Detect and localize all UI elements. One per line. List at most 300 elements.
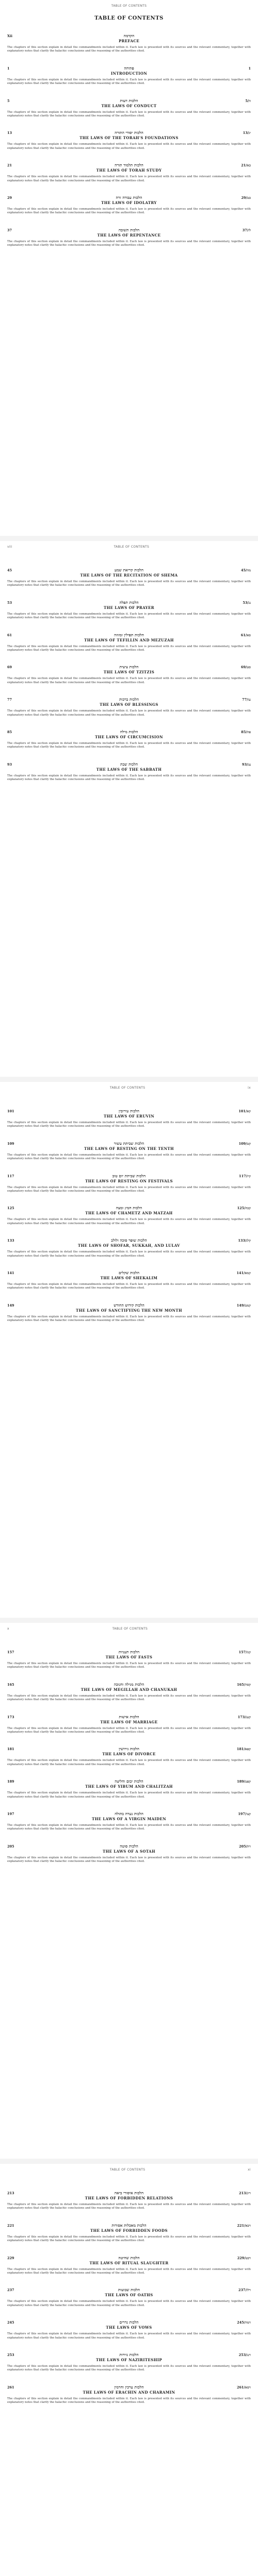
running-head	[7, 4, 251, 8]
toc-entry-english-title: THE LAWS OF THE RECITATION OF SHEMA	[80, 573, 178, 578]
toc-entry-row	[7, 1206, 251, 1215]
running-head-center: TABLE OF CONTENTS	[109, 2168, 146, 2172]
toc-entry-hebrew-title: הלכות נזירות	[119, 2352, 139, 2358]
toc-entry-page: 125	[7, 1206, 14, 1211]
toc-entry-description: The chapters of this section explain in detail the commandments included within it. Each law is presented with its sources and the relevant commentary, together with explanatory notes that clarify the halachic conclusions and the reasoning of the authorities cited.	[7, 2300, 251, 2307]
toc-entry-english-title: THE LAWS OF SHEKALIM	[100, 1276, 158, 1281]
toc-entry-page: Xii	[7, 34, 12, 38]
toc-entry-hebrew-page: לז/37	[242, 228, 251, 232]
toc-entry-hebrew-page: יג/13	[243, 131, 251, 135]
toc-entry-page: 77	[7, 698, 12, 702]
toc-entry-page: 1	[7, 66, 10, 71]
toc-entry-description: The chapters of this section explain in detail the commandments included within it. Each law is presented with its sources and the relevant commentary, together with explanatory notes that clarify the halachic conclusions and the reasoning of the authorities cited.	[7, 774, 251, 782]
toc-entry-hebrew-page	[232, 33, 251, 34]
toc-entry-hebrew-title: הלכות תפלה	[119, 600, 139, 605]
toc-entry-page: 93	[7, 762, 12, 767]
toc-entry-titles	[26, 1682, 232, 1692]
toc-entry-description: The chapters of this section explain in detail the commandments included within it. Each law is presented with its sources and the relevant commentary, together with explanatory notes that clarify the halachic conclusions and the reasoning of the authorities cited.	[7, 2267, 251, 2275]
toc-entry-hebrew-title: הלכות איסורי ביאה	[114, 2191, 144, 2195]
toc-entry-row	[7, 1303, 251, 1313]
toc-entry-titles	[26, 633, 232, 642]
toc-entry-hebrew-page: כט/29	[241, 196, 251, 200]
toc-entry-page: 245	[7, 2320, 14, 2325]
toc-entry-hebrew-page: קכה/125	[237, 1206, 251, 1211]
toc-entry[interactable]	[7, 33, 251, 54]
toc-entry-hebrew-title: הלכות דעות	[120, 98, 138, 103]
toc-entry-row	[7, 1650, 251, 1659]
toc-entry-description: The chapters of this section explain in detail the commandments included within it. Each law is presented with its sources and the relevant commentary, together with explanatory notes that clarify the halachic conclusions and the reasoning of the authorities cited.	[7, 78, 251, 86]
toc-entry[interactable]	[7, 1715, 251, 1735]
toc-entry-titles	[26, 762, 232, 772]
toc-entry-titles	[26, 33, 232, 43]
toc-entry-titles	[26, 98, 232, 108]
toc-entry-row	[7, 1238, 251, 1248]
toc-page	[0, 1082, 258, 1618]
toc-entry-english-title: THE LAWS OF ERACHIN AND CHARAMIN	[83, 2389, 175, 2395]
toc-entry-titles	[26, 730, 232, 739]
toc-entry-row	[7, 1270, 251, 1280]
toc-entry[interactable]	[7, 697, 251, 717]
toc-entry-hebrew-title: הלכות נדרים	[119, 2320, 139, 2325]
toc-entry-titles	[26, 1650, 232, 1659]
toc-entry-hebrew-page: קעג/173	[237, 1715, 251, 1719]
toc-entry-description: The chapters of this section explain in detail the commandments included within it. Each law is presented with its sources and the relevant commentary, together with explanatory notes that clarify the halachic conclusions and the reasoning of the authorities cited.	[7, 612, 251, 620]
toc-entry-hebrew-title: הלכות גירושין	[119, 1747, 139, 1752]
toc-entry-page: 85	[7, 730, 12, 735]
toc-entry-english-title: THE LAWS OF RESTING ON FESTIVALS	[85, 1178, 173, 1183]
toc-entry-description: The chapters of this section explain in detail the commandments included within it. Each law is presented with its sources and the relevant commentary, together with explanatory notes that clarify the halachic conclusions and the reasoning of the authorities cited.	[7, 2365, 251, 2372]
toc-entry-titles	[26, 1811, 232, 1821]
toc-entry-page: 157	[7, 1650, 14, 1654]
toc-entry-page: 21	[7, 163, 12, 168]
toc-entry-page: 189	[7, 1780, 14, 1784]
toc-entry-row	[7, 665, 251, 674]
toc-entry-english-title: THE LAWS OF RITUAL SLAUGHTER	[89, 2260, 169, 2265]
toc-entry-description: The chapters of this section explain in detail the commandments included within it. Each law is presented with its sources and the relevant commentary, together with explanatory notes that clarify the halachic conclusions and the reasoning of the authorities cited.	[7, 1856, 251, 1863]
toc-entry-english-title: THE LAWS OF SANCTIFYING THE NEW MONTH	[76, 1308, 182, 1313]
toc-entry-hebrew-title: הלכות שבת	[120, 761, 138, 767]
toc-entry-hebrew-title: הלכות מילה	[120, 730, 138, 735]
toc-entry-description: The chapters of this section explain in detail the commandments included within it. Each law is presented with its sources and the relevant commentary, together with explanatory notes that clarify the halachic conclusions and the reasoning of the authorities cited.	[7, 1185, 251, 1193]
toc-entry-description: The chapters of this section explain in detail the commandments included within it. Each law is presented with its sources and the relevant commentary, together with explanatory notes that clarify the halachic conclusions and the reasoning of the authorities cited.	[7, 1250, 251, 1258]
toc-entry-hebrew-title: הלכות עבודה זרה	[116, 195, 142, 200]
toc-entry-description: The chapters of this section explain in detail the commandments included within it. Each law is presented with its sources and the relevant commentary, together with explanatory notes that clarify the halachic conclusions and the reasoning of the authorities cited.	[7, 580, 251, 587]
toc-entry-hebrew-page: רכא/221	[237, 2223, 251, 2228]
toc-entry-hebrew-page: קפט/189	[237, 1780, 251, 1784]
toc-entry-hebrew-title: הלכות קריאת שמע	[114, 568, 144, 572]
toc-entry-hebrew-title: הקדמה	[123, 33, 135, 38]
toc-entry-row	[7, 33, 251, 43]
toc-entry-english-title: THE LAWS OF TORAH STUDY	[96, 168, 162, 173]
toc-entry-english-title: THE LAWS OF BLESSINGS	[100, 702, 158, 707]
toc-entry-description: The chapters of this section explain in detail the commandments included within it. Each law is presented with its sources and the relevant commentary, together with explanatory notes that clarify the halachic conclusions and the reasoning of the authorities cited.	[7, 1694, 251, 1702]
toc-entry-page: 181	[7, 1747, 14, 1752]
toc-entry-hebrew-page: רמה/245	[237, 2320, 251, 2325]
toc-entry[interactable]	[7, 2223, 251, 2243]
toc-entry[interactable]	[7, 762, 251, 782]
toc-entry-page: 53	[7, 600, 12, 605]
toc-entry-row	[7, 1174, 251, 1183]
toc-entry-titles	[26, 1844, 232, 1854]
toc-entry-english-title: THE LAWS OF RESTING ON THE TENTH	[84, 1146, 174, 1151]
toc-entry-row	[7, 66, 251, 76]
toc-entry-hebrew-title: הלכות עירובין	[119, 1109, 139, 1113]
toc-entry-hebrew-title: הלכות שביתת עשור	[114, 1141, 144, 1146]
toc-entry[interactable]	[7, 568, 251, 588]
toc-entry[interactable]	[7, 2385, 251, 2405]
running-head-center: TABLE OF CONTENTS	[112, 1627, 148, 1631]
toc-entry-hebrew-page: ה/5	[245, 98, 251, 103]
toc-entry[interactable]	[7, 2287, 251, 2308]
toc-entry-hebrew-title: הלכות ערכין וחרמין	[114, 2384, 144, 2389]
toc-entry[interactable]	[7, 2191, 251, 2211]
toc-entry-english-title: THE LAWS OF CIRCUMCISION	[95, 735, 163, 740]
toc-entry-description: The chapters of this section explain in detail the commandments included within it. Each law is presented with its sources and the relevant commentary, together with explanatory notes that clarify the halachic conclusions and the reasoning of the authorities cited.	[7, 709, 251, 717]
running-head	[7, 1627, 251, 1631]
toc-entry-page: 221	[7, 2223, 14, 2228]
toc-entry-page: 213	[7, 2191, 14, 2195]
toc-entry-titles	[26, 1779, 232, 1789]
toc-entry-page: 29	[7, 196, 12, 200]
toc-entry-hebrew-page: קיז/117	[239, 1174, 251, 1178]
toc-entry-description: The chapters of this section explain in detail the commandments included within it. Each law is presented with its sources and the relevant commentary, together with explanatory notes that clarify the halachic conclusions and the reasoning of the authorities cited.	[7, 742, 251, 749]
toc-entry-english-title: THE LAWS OF OATHS	[105, 2293, 153, 2298]
toc-entry-english-title: THE LAWS OF CHAMETZ AND MATZAH	[85, 1211, 173, 1216]
toc-entry-row	[7, 2287, 251, 2297]
running-head-center: TABLE OF CONTENTS	[114, 545, 150, 549]
toc-entry-row	[7, 1779, 251, 1789]
toc-entry-description: The chapters of this section explain in detail the commandments included within it. Each law is presented with its sources and the relevant commentary, together with explanatory notes that clarify the halachic conclusions and the reasoning of the authorities cited.	[7, 110, 251, 118]
toc-entry-description: The chapters of this section explain in detail the commandments included within it. Each law is presented with its sources and the relevant commentary, together with explanatory notes that clarify the halachic conclusions and the reasoning of the authorities cited.	[7, 1824, 251, 1831]
toc-entry-titles	[26, 228, 232, 238]
toc-entry-hebrew-page: נג/53	[243, 600, 251, 605]
toc-entry-hebrew-page: צג/93	[242, 762, 251, 767]
toc-entry-page: 69	[7, 665, 12, 670]
toc-entry[interactable]	[7, 98, 251, 118]
toc-entry-description: The chapters of this section explain in detail the commandments included within it. Each law is presented with its sources and the relevant commentary, together with explanatory notes that clarify the halachic conclusions and the reasoning of the authorities cited.	[7, 46, 251, 53]
toc-entry-description: The chapters of this section explain in detail the commandments included within it. Each law is presented with its sources and the relevant commentary, together with explanatory notes that clarify the halachic conclusions and the reasoning of the authorities cited.	[7, 1218, 251, 1225]
toc-entry-english-title: THE LAWS OF THE TORAH'S FOUNDATIONS	[79, 135, 179, 141]
toc-entry-titles	[26, 1238, 232, 1248]
toc-entry-page: 101	[7, 1109, 14, 1113]
toc-entry[interactable]	[7, 130, 251, 150]
toc-entry-titles	[26, 130, 232, 140]
toc-entry[interactable]	[7, 1779, 251, 1799]
toc-entry-description: The chapters of this section explain in detail the commandments included within it. Each law is presented with its sources and the relevant commentary, together with explanatory notes that clarify the halachic conclusions and the reasoning of the authorities cited.	[7, 1315, 251, 1323]
toc-entry[interactable]	[7, 1682, 251, 1702]
toc-entry-titles	[26, 568, 232, 578]
toc-entry-description: The chapters of this section explain in detail the commandments included within it. Each law is presented with its sources and the relevant commentary, together with explanatory notes that clarify the halachic conclusions and the reasoning of the authorities cited.	[7, 2203, 251, 2210]
toc-entry-hebrew-page: קסה/165	[237, 1682, 251, 1687]
toc-entry-hebrew-title: הלכות סוטה	[120, 1843, 138, 1849]
toc-entry[interactable]	[7, 2256, 251, 2276]
toc-entry-row	[7, 1811, 251, 1821]
toc-entry[interactable]	[7, 1303, 251, 1323]
toc-entry-row	[7, 1109, 251, 1118]
toc-entry[interactable]	[7, 1238, 251, 1258]
toc-page	[0, 541, 258, 1077]
running-head-right: ix	[248, 1086, 251, 1090]
toc-entry-hebrew-title: הלכות מאכלות אסורות	[111, 2223, 147, 2228]
toc-entry-hebrew-title: הלכות חמץ ומצה	[116, 1206, 142, 1211]
toc-entry[interactable]	[7, 228, 251, 248]
toc-entry[interactable]	[7, 730, 251, 750]
toc-entry-english-title: THE LAWS OF MEGILLAH AND CHANUKAH	[80, 1687, 178, 1692]
toc-entry-hebrew-page: רה/205	[239, 1844, 251, 1849]
toc-content	[7, 2178, 251, 2405]
toc-entry[interactable]	[7, 1206, 251, 1226]
toc-entry-hebrew-page: רנג/253	[238, 2353, 251, 2358]
toc-entry-english-title: THE LAWS OF MARRIAGE	[100, 1719, 158, 1724]
toc-entry-english-title: THE LAWS OF VOWS	[106, 2325, 152, 2330]
toc-entry-row	[7, 1715, 251, 1724]
running-head	[7, 545, 251, 549]
toc-entry[interactable]	[7, 2352, 251, 2372]
toc-entry-titles	[26, 1109, 232, 1118]
toc-entry-description: The chapters of this section explain in detail the commandments included within it. Each law is presented with its sources and the relevant commentary, together with explanatory notes that clarify the halachic conclusions and the reasoning of the authorities cited.	[7, 2397, 251, 2404]
toc-entry-hebrew-page: ריג/213	[239, 2191, 251, 2195]
toc-entry-english-title: THE LAWS OF SHOFAR, SUKKAH, AND LULAV	[78, 1243, 180, 1248]
toc-entry-page: 173	[7, 1715, 14, 1719]
toc-entry-row	[7, 2256, 251, 2265]
toc-entry-description: The chapters of this section explain in detail the commandments included within it. Each law is presented with its sources and the relevant commentary, together with explanatory notes that clarify the halachic conclusions and the reasoning of the authorities cited.	[7, 1726, 251, 1734]
toc-entry-description: The chapters of this section explain in detail the commandments included within it. Each law is presented with its sources and the relevant commentary, together with explanatory notes that clarify the halachic conclusions and the reasoning of the authorities cited.	[7, 1153, 251, 1161]
toc-entry[interactable]	[7, 1844, 251, 1864]
toc-entry-titles	[26, 2320, 232, 2330]
toc-entry-row	[7, 568, 251, 578]
toc-entry-hebrew-title: הלכות שחיטה	[118, 2255, 140, 2260]
toc-entry-description: The chapters of this section explain in detail the commandments included within it. Each law is presented with its sources and the relevant commentary, together with explanatory notes that clarify the halachic conclusions and the reasoning of the authorities cited.	[7, 2235, 251, 2243]
toc-entry-hebrew-title: הלכות ברכות	[119, 697, 139, 702]
toc-entry-page: 261	[7, 2385, 14, 2389]
toc-entry-row	[7, 2223, 251, 2233]
toc-entry-row	[7, 195, 251, 205]
toc-entry[interactable]	[7, 1109, 251, 1129]
toc-entry[interactable]	[7, 1650, 251, 1670]
toc-entry[interactable]	[7, 2320, 251, 2340]
toc-entry-row	[7, 98, 251, 108]
toc-entry-hebrew-title: הלכות יבום וחליצה	[115, 1779, 143, 1784]
toc-entry-titles	[26, 2385, 232, 2395]
toc-entry-hebrew-title: הלכות תלמוד תורה	[115, 163, 143, 168]
toc-entry-hebrew-page: רכט/229	[237, 2256, 251, 2260]
toc-entry-titles	[26, 665, 232, 674]
toc-entry[interactable]	[7, 665, 251, 685]
toc-entry-english-title: THE LAWS OF YIBUM AND CHALITZAH	[85, 1784, 173, 1789]
running-head-center: TABLE OF CONTENTS	[109, 1086, 146, 1090]
toc-entry-titles	[26, 2287, 232, 2297]
toc-entry-titles	[26, 1747, 232, 1756]
toc-content	[7, 1637, 251, 1864]
toc-entry-hebrew-title: הלכות ציצית	[119, 665, 139, 670]
toc-entry-page: 197	[7, 1812, 14, 1817]
toc-entry-hebrew-title: הלכות שבועות	[118, 2287, 140, 2293]
toc-entry-english-title: THE LAWS OF A SOTAH	[103, 1849, 155, 1854]
toc-entry-description: The chapters of this section explain in detail the commandments included within it. Each law is presented with its sources and the relevant commentary, together with explanatory notes that clarify the halachic conclusions and the reasoning of the authorities cited.	[7, 1283, 251, 1290]
toc-entry-hebrew-title: הלכות תפילין ומזוזה	[114, 632, 144, 637]
toc-entry-english-title: THE LAWS OF FASTS	[105, 1655, 153, 1659]
toc-entry-row	[7, 600, 251, 610]
running-head-right: xi	[248, 2168, 251, 2172]
toc-page	[0, 0, 258, 536]
toc-entry-titles	[26, 1174, 232, 1183]
toc-entry[interactable]	[7, 163, 251, 183]
toc-entry-english-title: INTRODUCTION	[110, 71, 148, 76]
toc-entry-description: The chapters of this section explain in detail the commandments included within it. Each law is presented with its sources and the relevant commentary, together with explanatory notes that clarify the halachic conclusions and the reasoning of the authorities cited.	[7, 208, 251, 215]
toc-entry-hebrew-page: קנז/157	[238, 1650, 251, 1654]
toc-entry-row	[7, 1747, 251, 1756]
toc-entry-hebrew-title: הלכות אישות	[119, 1714, 139, 1719]
toc-entry-titles	[26, 195, 232, 205]
toc-entry-titles	[26, 1206, 232, 1215]
toc-entry-english-title: THE LAWS OF CONDUCT	[101, 103, 157, 108]
toc-entry[interactable]	[7, 1174, 251, 1194]
toc-entry-hebrew-page: קמט/149	[236, 1303, 251, 1308]
toc-entry-hebrew-page: קצז/197	[238, 1812, 251, 1817]
toc-entry-titles	[26, 697, 232, 707]
toc-entry-row	[7, 2385, 251, 2395]
toc-entry-hebrew-title: הלכות קידוש החודש	[114, 1302, 144, 1308]
toc-entry-hebrew-page: 1	[248, 66, 251, 71]
toc-entry-titles	[26, 1141, 232, 1151]
toc-entry-row	[7, 1682, 251, 1692]
toc-content	[7, 14, 251, 248]
toc-entry-page: 109	[7, 1141, 14, 1146]
toc-entry[interactable]	[7, 1270, 251, 1291]
toc-entry-page: 149	[7, 1303, 14, 1308]
toc-entry-description: The chapters of this section explain in detail the commandments included within it. Each law is presented with its sources and the relevant commentary, together with explanatory notes that clarify the halachic conclusions and the reasoning of the authorities cited.	[7, 677, 251, 684]
toc-entry[interactable]	[7, 1141, 251, 1161]
toc-entry-hebrew-page: רלז/237	[238, 2288, 251, 2293]
toc-entry-titles	[26, 1270, 232, 1280]
toc-entry-hebrew-title: פתיחה	[124, 65, 134, 71]
toc-entry-row	[7, 762, 251, 772]
toc-entry-description: The chapters of this section explain in detail the commandments included within it. Each law is presented with its sources and the relevant commentary, together with explanatory notes that clarify the halachic conclusions and the reasoning of the authorities cited.	[7, 645, 251, 652]
toc-entry-hebrew-page: קפא/181	[236, 1747, 251, 1752]
toc-entry-hebrew-page: סא/61	[240, 633, 251, 637]
running-head-center: TABLE OF CONTENTS	[111, 4, 147, 8]
toc-entry-hebrew-title: הלכות שופר סוכה ולולב	[111, 1238, 147, 1243]
toc-entry-english-title: THE LAWS OF DIVORCE	[102, 1752, 156, 1757]
toc-entry-titles	[26, 2223, 232, 2233]
toc-entry[interactable]	[7, 600, 251, 620]
toc-entry-row	[7, 228, 251, 238]
toc-entry-english-title: THE LAWS OF TZITZIS	[103, 670, 155, 675]
toc-entry[interactable]	[7, 633, 251, 653]
toc-page	[0, 1623, 258, 2159]
toc-title: TABLE OF CONTENTS	[94, 15, 164, 21]
toc-entry-row	[7, 163, 251, 173]
toc-entry-row	[7, 697, 251, 707]
toc-entry-hebrew-page: קמא/141	[236, 1271, 251, 1276]
toc-page	[0, 2164, 258, 2576]
toc-entry-english-title: PREFACE	[118, 39, 140, 43]
toc-entry-page: 13	[7, 131, 12, 135]
toc-entry-english-title: THE LAWS OF REPENTANCE	[97, 232, 161, 238]
toc-entry-page: 237	[7, 2288, 14, 2293]
running-head-left: viii	[7, 545, 12, 549]
toc-entry-row	[7, 730, 251, 739]
toc-entry-description: The chapters of this section explain in detail the commandments included within it. Each law is presented with its sources and the relevant commentary, together with explanatory notes that clarify the halachic conclusions and the reasoning of the authorities cited.	[7, 1791, 251, 1799]
toc-entry-titles	[26, 163, 232, 173]
toc-entry-hebrew-page: עז/77	[242, 698, 251, 702]
toc-entry-titles	[26, 2256, 232, 2265]
toc-entry-english-title: THE LAWS OF NAZIRITESHIP	[95, 2358, 163, 2363]
toc-entry-hebrew-page: סט/69	[240, 665, 251, 670]
toc-entry-hebrew-page: מה/45	[240, 568, 251, 572]
toc-entry-row	[7, 633, 251, 642]
toc-entry-page: 117	[7, 1174, 14, 1178]
toc-entry-english-title: THE LAWS OF IDOLATRY	[101, 200, 157, 206]
toc-entry-hebrew-title: הלכות תעניות	[118, 1650, 140, 1654]
toc-entry-page: 205	[7, 1844, 14, 1849]
toc-entry-row	[7, 2352, 251, 2362]
running-head	[7, 2168, 251, 2172]
toc-entry-row	[7, 1141, 251, 1151]
toc-entry-hebrew-page: קא/101	[238, 1109, 251, 1113]
toc-entry[interactable]	[7, 1811, 251, 1832]
toc-entry-description: The chapters of this section explain in detail the commandments included within it. Each law is presented with its sources and the relevant commentary, together with explanatory notes that clarify the halachic conclusions and the reasoning of the authorities cited.	[7, 1662, 251, 1669]
toc-entry-page: 165	[7, 1682, 14, 1687]
toc-entry-page: 37	[7, 228, 12, 232]
toc-entry-description: The chapters of this section explain in detail the commandments included within it. Each law is presented with its sources and the relevant commentary, together with explanatory notes that clarify the halachic conclusions and the reasoning of the authorities cited.	[7, 175, 251, 182]
toc-content	[7, 555, 251, 782]
toc-entry-english-title: THE LAWS OF A VIRGIN MAIDEN	[92, 1817, 166, 1822]
toc-entry-page: 133	[7, 1239, 14, 1243]
toc-entry-titles	[26, 66, 232, 76]
toc-entry-page: 141	[7, 1271, 14, 1276]
toc-entry-hebrew-page: רסא/261	[236, 2385, 251, 2389]
toc-entry[interactable]	[7, 1747, 251, 1767]
toc-entry-hebrew-page: כא/21	[241, 163, 251, 168]
toc-entry-english-title: THE LAWS OF TEFILLIN AND MEZUZAH	[84, 637, 174, 642]
toc-entry-hebrew-title: הלכות נערה בתולה	[115, 1811, 143, 1817]
toc-entry-page: 61	[7, 633, 12, 637]
toc-entry-english-title: THE LAWS OF THE SABBATH	[96, 767, 162, 772]
toc-entry-hebrew-page: קלג/133	[238, 1239, 251, 1243]
toc-entry-hebrew-page: קט/109	[238, 1141, 251, 1146]
toc-entry-page: 253	[7, 2353, 14, 2358]
toc-entry-english-title: THE LAWS OF PRAYER	[104, 605, 154, 610]
toc-entry-page: 45	[7, 568, 12, 572]
toc-entry-titles	[26, 1303, 232, 1313]
toc-entry-hebrew-title: הלכות שקלים	[118, 1270, 140, 1276]
toc-entry-hebrew-title: הלכות שביתת יום טוב	[112, 1173, 146, 1178]
toc-entry-titles	[26, 1715, 232, 1724]
toc-entry-description: The chapters of this section explain in detail the commandments included within it. Each law is presented with its sources and the relevant commentary, together with explanatory notes that clarify the halachic conclusions and the reasoning of the authorities cited.	[7, 1121, 251, 1128]
toc-entry-row	[7, 2191, 251, 2200]
toc-entry-description: The chapters of this section explain in detail the commandments included within it. Each law is presented with its sources and the relevant commentary, together with explanatory notes that clarify the halachic conclusions and the reasoning of the authorities cited.	[7, 1759, 251, 1766]
toc-entry-titles	[26, 2191, 232, 2200]
toc-entry-row	[7, 2320, 251, 2330]
toc-entry-hebrew-title: הלכות תשובה	[118, 227, 140, 232]
toc-entry-hebrew-page: פה/85	[241, 730, 251, 735]
toc-entry-description: The chapters of this section explain in detail the commandments included within it. Each law is presented with its sources and the relevant commentary, together with explanatory notes that clarify the halachic conclusions and the reasoning of the authorities cited.	[7, 2332, 251, 2340]
toc-entry[interactable]	[7, 66, 251, 86]
toc-entry-hebrew-title: הלכות יסודי התורה	[115, 130, 143, 135]
toc-entry-page: 5	[7, 98, 10, 103]
toc-entry-hebrew-title: הלכות מגילה וחנוכה	[114, 1682, 144, 1687]
toc-entry-titles	[26, 600, 232, 610]
running-head-left: x	[7, 1627, 9, 1631]
running-head	[7, 1086, 251, 1090]
toc-entry[interactable]	[7, 195, 251, 215]
toc-entry-english-title: THE LAWS OF FORBIDDEN FOODS	[90, 2228, 168, 2233]
toc-entry-english-title: THE LAWS OF ERUVIN	[103, 1114, 155, 1118]
toc-entry-description: The chapters of this section explain in detail the commandments included within it. Each law is presented with its sources and the relevant commentary, together with explanatory notes that clarify the halachic conclusions and the reasoning of the authorities cited.	[7, 143, 251, 150]
toc-entry-page: 229	[7, 2256, 14, 2260]
toc-entry-row	[7, 130, 251, 140]
